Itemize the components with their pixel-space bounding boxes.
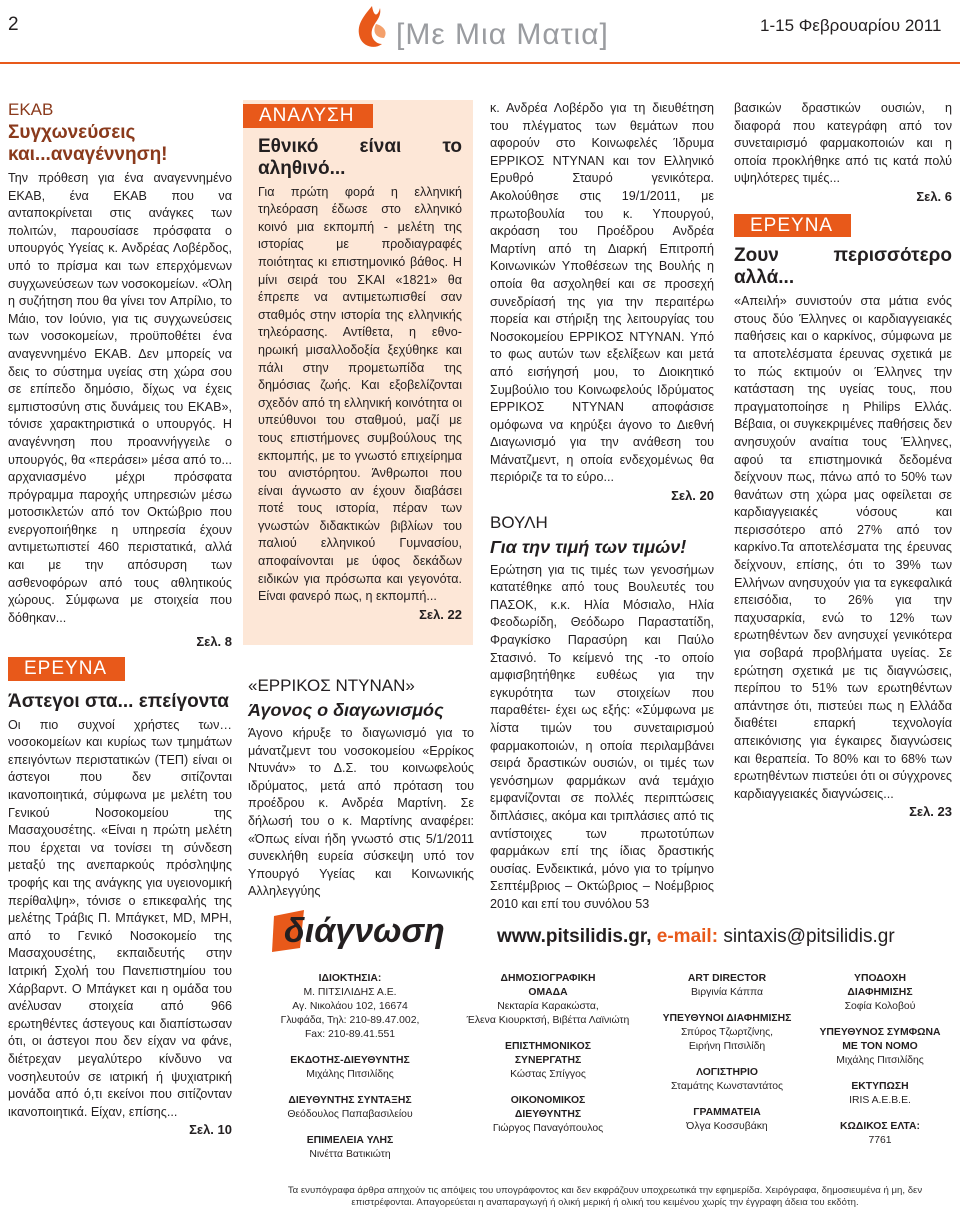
section-label: ΕΚΑΒ: [8, 100, 54, 119]
credit-value: IRIS A.E.B.E.: [849, 1095, 911, 1106]
section-label: ΕΡΕΥΝΑ: [734, 214, 851, 238]
article-body: Ερώτηση για τις τιμές των γενοσήμων κατατέθηκε από τους Βουλευτές του ΠΑΣΟΚ, κ.κ. Ηλία Μόσιαλο, Ηλία Φεοδωρίδη, Θεόδωρο Παραστατίδη, Φραγκίσκο Παρασύρη και Παύλο Στασινό. Το κείμενό της -το οποίο αμφισβητήθηκε ευθέως για την εγκυρότητα των στοιχείων που παραθέτει- έχει ως εξής: «Σύμφωνα με λίστα τιμών του συνεταιρισμού φαρμακοποιών, η οποία περιλαμβάνει σειρά δραστικών ουσιών, οι τιμές των γενόσημων φαρμάκων ανά τεμάχιο εμφανίζονται σε πολλές περιπτώσεις διπλάσιες, ακόμα και τριπλάσιες από τις αντίστοιχες των πρωτοτύπων φαρμάκων επί της ίδιας δραστικής ουσίας. Ενδεικτικά, μόνο για το τρίμηνο Σεπτέμβριος – Οκτώβριος – Νοέμβριος 2010 και επί του συνόλου 53: [490, 562, 714, 911]
credit-value: Θεόδουλος Παπαβασιλείου: [287, 1109, 413, 1120]
brand-title: [Με Μια Ματια]: [396, 18, 609, 51]
credit-value: Σπύρος Τζωρτζίνης, Ειρήνη Πιτσιλίδη: [681, 1027, 773, 1052]
section-pill: [243, 104, 462, 128]
credit-value: 7761: [868, 1135, 892, 1146]
column-2b: [248, 676, 474, 901]
credit-value: Σοφία Κολοβού: [844, 1001, 916, 1012]
page-ref: Σελ. 22: [419, 606, 462, 622]
logo-text: διάγνωση: [284, 912, 445, 950]
column-1: [8, 100, 232, 1139]
article-body: Την πρόθεση για ένα αναγεννημένο ΕΚΑΒ, ένα ΕΚΑΒ που να ανταποκρίνεται στις ανάγκες των πολιτών, παρουσίασε πρόσφατα ο υπουργός Υγείας κ. Ανδρέας Λοβέρδος, υπό το πρίσμα και των επερχόμενων συγχωνεύσεων των νοσοκομείων. «Όλη η συζήτηση που θα γίνει τον Απρίλιο, το Μάιο, τον Ιούνιο, για τις συγχωνεύσεις των νοσοκομείων, προϋποθέτει ένα αναγεννημένο ΕΚΑΒ. Δεν μπορείς να δεις το σύστημα υγείας στη χώρα σου σε επίπεδο δημόσιο, δίχως να έχεις εμπιστοσύνη στις δυνάμεις του ΕΚΑΒ», τόνισε χαρακτηριστικά ο υπουργός. Η αναγέννηση που προαννήγγειλε ο υπουργός, θα «περάσει» μέσα από το... αρχανιασμένο μέχρι πρόσφατα πρόγραμμα παροχής υπηρεσιών μέσω μοτοσικλετών από τον Οκτώβριο που ενεργοποιήθηκε η υπηρεσία έχουν αντιμετωπιστεί 460 περιστατικά, αλλά και με την απόσυρση των ασθενοφόρων από τους αθλητικούς χώρους. Σύμφωνα με στοιχεία που δόθηκαν...: [8, 171, 232, 625]
section-label: ΑΝΑΛΥΣΗ: [243, 104, 373, 128]
disclaimer: Τα ενυπόγραφα άρθρα απηχούν τις απόψεις του υπογράφοντος και δεν εκφράζουν υποχρεωτικά την εφημερίδα. Χειρόγραφα, δημοσιευμένα ή μη, δεν επιστρέφονται. Απαγορεύεται η αναπαραγωγή ή ολική μερική ή ολική του κειμένου χωρίς την έγγραφη άδεια του εκδότη.: [287, 1185, 923, 1208]
credit-title: ΥΠΕΥΘΥΝΟΣ ΣΥΜΦΩΝΑ ΜΕ ΤΟΝ ΝΟΜΟ: [819, 1027, 941, 1052]
site-separator: ,: [646, 926, 657, 947]
credit-title: ΔΗΜΟΣΙΟΓΡΑΦΙΚΗ ΟΜΑΔΑ: [500, 973, 596, 998]
credit-title: ΥΠΟΔΟΧΗ ΔΙΑΦΗΜΙΣΗΣ: [847, 973, 913, 998]
credit-value: Σταμάτης Κωνσταντάτος: [670, 1081, 784, 1092]
page-ref: Σελ. 20: [671, 488, 714, 504]
credits-column: [452, 972, 644, 1136]
section-pill: [8, 657, 232, 681]
section-label: ΕΡΕΥΝΑ: [8, 657, 125, 681]
column-3: [490, 100, 714, 914]
header-rule: [0, 62, 960, 64]
column-4: [734, 100, 952, 821]
credits-column: [810, 972, 950, 1148]
article-headline: Συγχωνεύσεις και...αναγέννηση!: [8, 122, 168, 165]
article-body: Άγονο κήρυξε το διαγωνισμό για το μάνατζμεντ του νοσοκομείου «Ερρίκος Ντυνάν» το Δ.Σ. του κοινωφελούς ιδρύματος, μετά από πρόταση του προέδρου κ. Ανδρέα Μαρτίνη. Σε δήλωσή του ο κ. Μαρτίνης αναφέρει: «Όπως είναι ήδη γνωστό στις 5/1/2011 συνεκλήθη ευρεία σύσκεψη υπό τον Υπουργό Υγείας και Κοινωνικής Αλληλεγγύης: [248, 726, 474, 899]
article-headline: Άγονος ο διαγωνισμός: [248, 700, 444, 720]
brand-flame-icon: [352, 4, 392, 57]
site-line: [497, 926, 895, 948]
credit-value: Μ. ΠΙΤΣΙΛΙΔΗΣ Α.Ε. Αγ. Νικολάου 102, 16674 Γλυφάδα, Τηλ: 210-89.47.002, Fax: 210-89.41.551: [280, 987, 420, 1040]
page-ref: Σελ. 8: [196, 634, 232, 650]
credit-value: Γιώργος Παναγόπουλος: [492, 1123, 604, 1134]
credit-title: ΚΩΔΙΚΟΣ ΕΛΤΑ:: [840, 1121, 920, 1132]
column-2: [258, 104, 462, 623]
section-label: «ΕΡΡΙΚΟΣ ΝΤΥΝΑΝ»: [248, 676, 415, 695]
article-headline: Άστεγοι στα... επείγοντα: [8, 690, 229, 712]
article-body: Οι πιο συχνοί χρήστες των…νοσοκομείων και κυρίως των τμημάτων επειγόντων περιστατικών (ΤΕΠ) είναι οι άστεγοι που δεν σιτίζονται ικανοποιητικά, σύμφωνα με μελέτη του Γενικού Νοσοκομείου της Μασαχουσέτης. «Είναι η πρώτη μελέτη που έρχεται να τονίσει τη σύνδεση μεταξύ της ανεπαρκούς πρόσληψης τροφής και της ανάγκης για υγειονομική περίθαλψη», τόνισε ο επικεφαλής της μελέτης Τράβις Π. Μπάγκετ, MD, MPH, από το Γενικό Νοσοκομείο της Μασαχουσέτης, εκπαιδευτής στην Ιατρική Σχολή του Πανεπιστημίου του Χάρβαρντ. Ο Μπάγκετ και η ομάδα του ανέλυσαν στοιχεία από 966 ερωτηθέντες άστεγους και διαπίστωσαν ότι, οι άστεγοι που δεν είχαν να φάνε, διέτρεχαν μεγαλύτερο κίνδυνο να νοσηλευτούν σε ιατρική ή ψυχιατρική μονάδα από ό,τι εκείνοι που σιτίζονταν ικανοποιητικά. Είχαν, επίσης...: [8, 717, 232, 1119]
website-link[interactable]: www.pitsilidis.gr: [497, 926, 647, 947]
credit-title: ΓΡΑΜΜΑΤΕΙΑ: [693, 1107, 761, 1118]
credit-title: ΕΠΙΣΤΗΜΟΝΙΚΟΣ ΣΥΝΕΡΓΑΤΗΣ: [505, 1041, 591, 1066]
credit-title: ΛΟΓΙΣΤΗΡΙΟ: [696, 1067, 758, 1078]
credit-title: ART DIRECTOR: [687, 973, 767, 984]
credits-column: [258, 972, 442, 1162]
credit-value: Μιχάλης Πιτσιλίδης: [306, 1069, 394, 1080]
credit-value: Κώστας Σπίγγος: [510, 1069, 586, 1080]
diagnosi-logo: [270, 902, 470, 967]
article-body: «Απειλή» συνιστούν στα μάτια ενός στους δύο Έλληνες οι καρδιαγγειακές παθήσεις και ο καρκίνος, σύμφωνα με τα αποτελέσματα έρευνας σχετικά με το πώς εκτιμούν οι Έλληνες την κατάσταση της υγείας τους, που πραγματοποίησε η Philips Ελλάς. Βέβαια, οι συγκεκριμένες παθήσεις δεν ανησυχούν αναίτια τους Έλληνες, αφού τα επιστημονικά δεδομένα δείχνουν πως, πάνω από το 50% των θανάτων στη χώρα μας οφείλεται σε καρδιαγγειακές νόσους και περισσότερο από 27% από τον καρκίνο.Τα αποτελέσματα της έρευνας δείχνουν, επίσης, ότι το 39% των Ελλήνων ανησυχούν για τα εγκεφαλικά επεισόδια, το 26% για την παχυσαρκία, ενώ το 12% των ερωτηθέντων δεν ανησυχεί γενικότερα για σοβαρά προβλήματα υγείας. Σε ερώτηση σχετικά με τις διαγνώσεις, περίπου το 51% των ερωτηθέντων απάντησε ότι, πιστεύει πως η Ελλάδα διαθέτει επαρκή τεχνολογία απεικόνισης για έγκαιρες διαγνώσεις και θεραπεία. Το 80% και το 68% των ερωτηθέντων πιστεύει ότι οι σύγχρονες καρδιαγγειακές διαγνώσεις...: [734, 294, 952, 801]
credit-title: ΙΔΙΟΚΤΗΣΙΑ:: [318, 973, 382, 984]
email-label: e-mail:: [656, 926, 724, 947]
credit-title: ΕΚΔΟΤΗΣ-ΔΙΕΥΘΥΝΤΗΣ: [290, 1055, 410, 1066]
credit-title: ΔΙΕΥΘΥΝΤΗΣ ΣΥΝΤΑΞΗΣ: [288, 1095, 412, 1106]
credit-value: Νινέττα Βατικιώτη: [309, 1149, 391, 1160]
page-ref: Σελ. 23: [909, 804, 952, 820]
section-label: ΒΟΥΛΗ: [490, 512, 548, 532]
credits-column: [632, 972, 822, 1134]
credit-title: ΕΠΙΜΕΛΕΙΑ ΥΛΗΣ: [306, 1135, 394, 1146]
article-body: Για πρώτη φορά η ελληνική τηλεόραση έδωσε στο ελληνικό κοινό μια εκπομπή - μελέτη της ιστορίας με προδιαγραφές ποιότητας κι επιστημονικό βάθος. Η μίνι σειρά του ΣΚΑΙ «1821» θα έπρεπε να αντιμετωπισθεί σαν σταθμός στην ιστορία της ελληνικής τηλεόρασης. Αντίθετα, η εθνο-ηρωική μισαλλοδοξία ξεχύθηκε και πάλι στην προμετωπίδα της δημόσιας ζωής. Και εξοβελίζονται σχεδόν από τη ελληνική κοινότητα οι υπεύθυνοι του σταθμού, μαζί με τους επιστήμονες συμβούλους της εκπομπής, με το γνωστό επιχείρημα του ανιστόρητου. Άνθρωποι που είναι άγνωστο αν έχουν διαβάσει ποτέ τους ιστορία, πέραν των γνωστών διδακτικών βιβλίων του παλιού ελληνικού Γυμνασίου, αποφαίνονται με ύφος δεκάδων ειδικών για πρόσωπα και γεγονότα. Είναι φανερό πως, η εκπομπή...: [258, 184, 462, 604]
credit-title: ΕΚΤΥΠΩΣΗ: [851, 1081, 909, 1092]
article-headline: Εθνικό είναι το αληθινό...: [258, 135, 462, 179]
credit-value: Νεκταρία Καρακώστα, Έλενα Κιουρκτσή, Βιβέττα Λαϊνιώτη: [466, 1001, 630, 1026]
credit-title: ΟΙΚΟΝΟΜΙΚΟΣ ΔΙΕΥΘΥΝΤΗΣ: [510, 1095, 586, 1120]
section-pill: [734, 214, 952, 238]
credit-value: Όλγα Κοσσυβάκη: [686, 1121, 768, 1132]
article-headline: Για την τιμή των τιμών!: [490, 536, 687, 557]
credit-value: Μιχάλης Πιτσιλίδης: [836, 1055, 924, 1066]
article-body: βασικών δραστικών ουσιών, η διαφορά που κατεγράφη από τον συνεταιρισμό φαρμακοποιών και η οποία προκλήθηκε από τις κατά πολύ υψηλότερες τιμές...: [734, 101, 952, 186]
page-ref: Σελ. 10: [189, 1122, 232, 1138]
credit-title: ΥΠΕΥΘΥΝΟΙ ΔΙΑΦΗΜΙΣΗΣ: [662, 1013, 792, 1024]
credit-value: Βιργινία Κάππα: [690, 987, 764, 998]
page-number: 2: [8, 14, 19, 35]
email-link[interactable]: sintaxis@pitsilidis.gr: [723, 926, 895, 947]
article-body: κ. Ανδρέα Λοβέρδο για τη διευθέτηση του πλέγματος των θεμάτων που αφορούν στο Κοινωφελές Ίδρυμα ΕΡΡΙΚΟΣ ΝΤΥΝΑΝ και τον Ελληνικό Ερυθρό Σταυρό γενικότερα. Ακολούθησε στις 19/1/2011, με πρωτοβουλία του κ. Υπουργού, ακρόαση του Προέδρου Ανδρέα Μαρτίνη από τη Διαρκή Επιτροπή Κοινωνικών Υποθέσεων της Βουλής η οποία θα ασχοληθεί και σε προσεχή συνεδρίασή της για την περαιτέρω πορεία και στήριξη της λειτουργίας του Νοσοκομείου ΕΡΡΙΚΟΣ ΝΤΥΝΑΝ. Υπό το φως αυτών των εξελίξεων και μετά από εισήγησή μου, το Διοικητικό Συμβούλιο του Κοινωφελούς Ιδρύματος ΕΡΡΙΚΟΣ ΝΤΥΝΑΝ αποφάσισε ομόφωνα να κηρύξει άγονο το Διεθνή Διαγωνισμό για την ανάθεση του Μάνατζμεντ, η οποία ενδεχομένως θα περιόριζε τα το εύρο...: [490, 101, 714, 485]
page-ref: Σελ. 6: [916, 188, 952, 204]
issue-date: 1-15 Φεβρουαρίου 2011: [760, 16, 942, 35]
article-headline: Ζουν περισσότερο αλλά...: [734, 245, 952, 289]
